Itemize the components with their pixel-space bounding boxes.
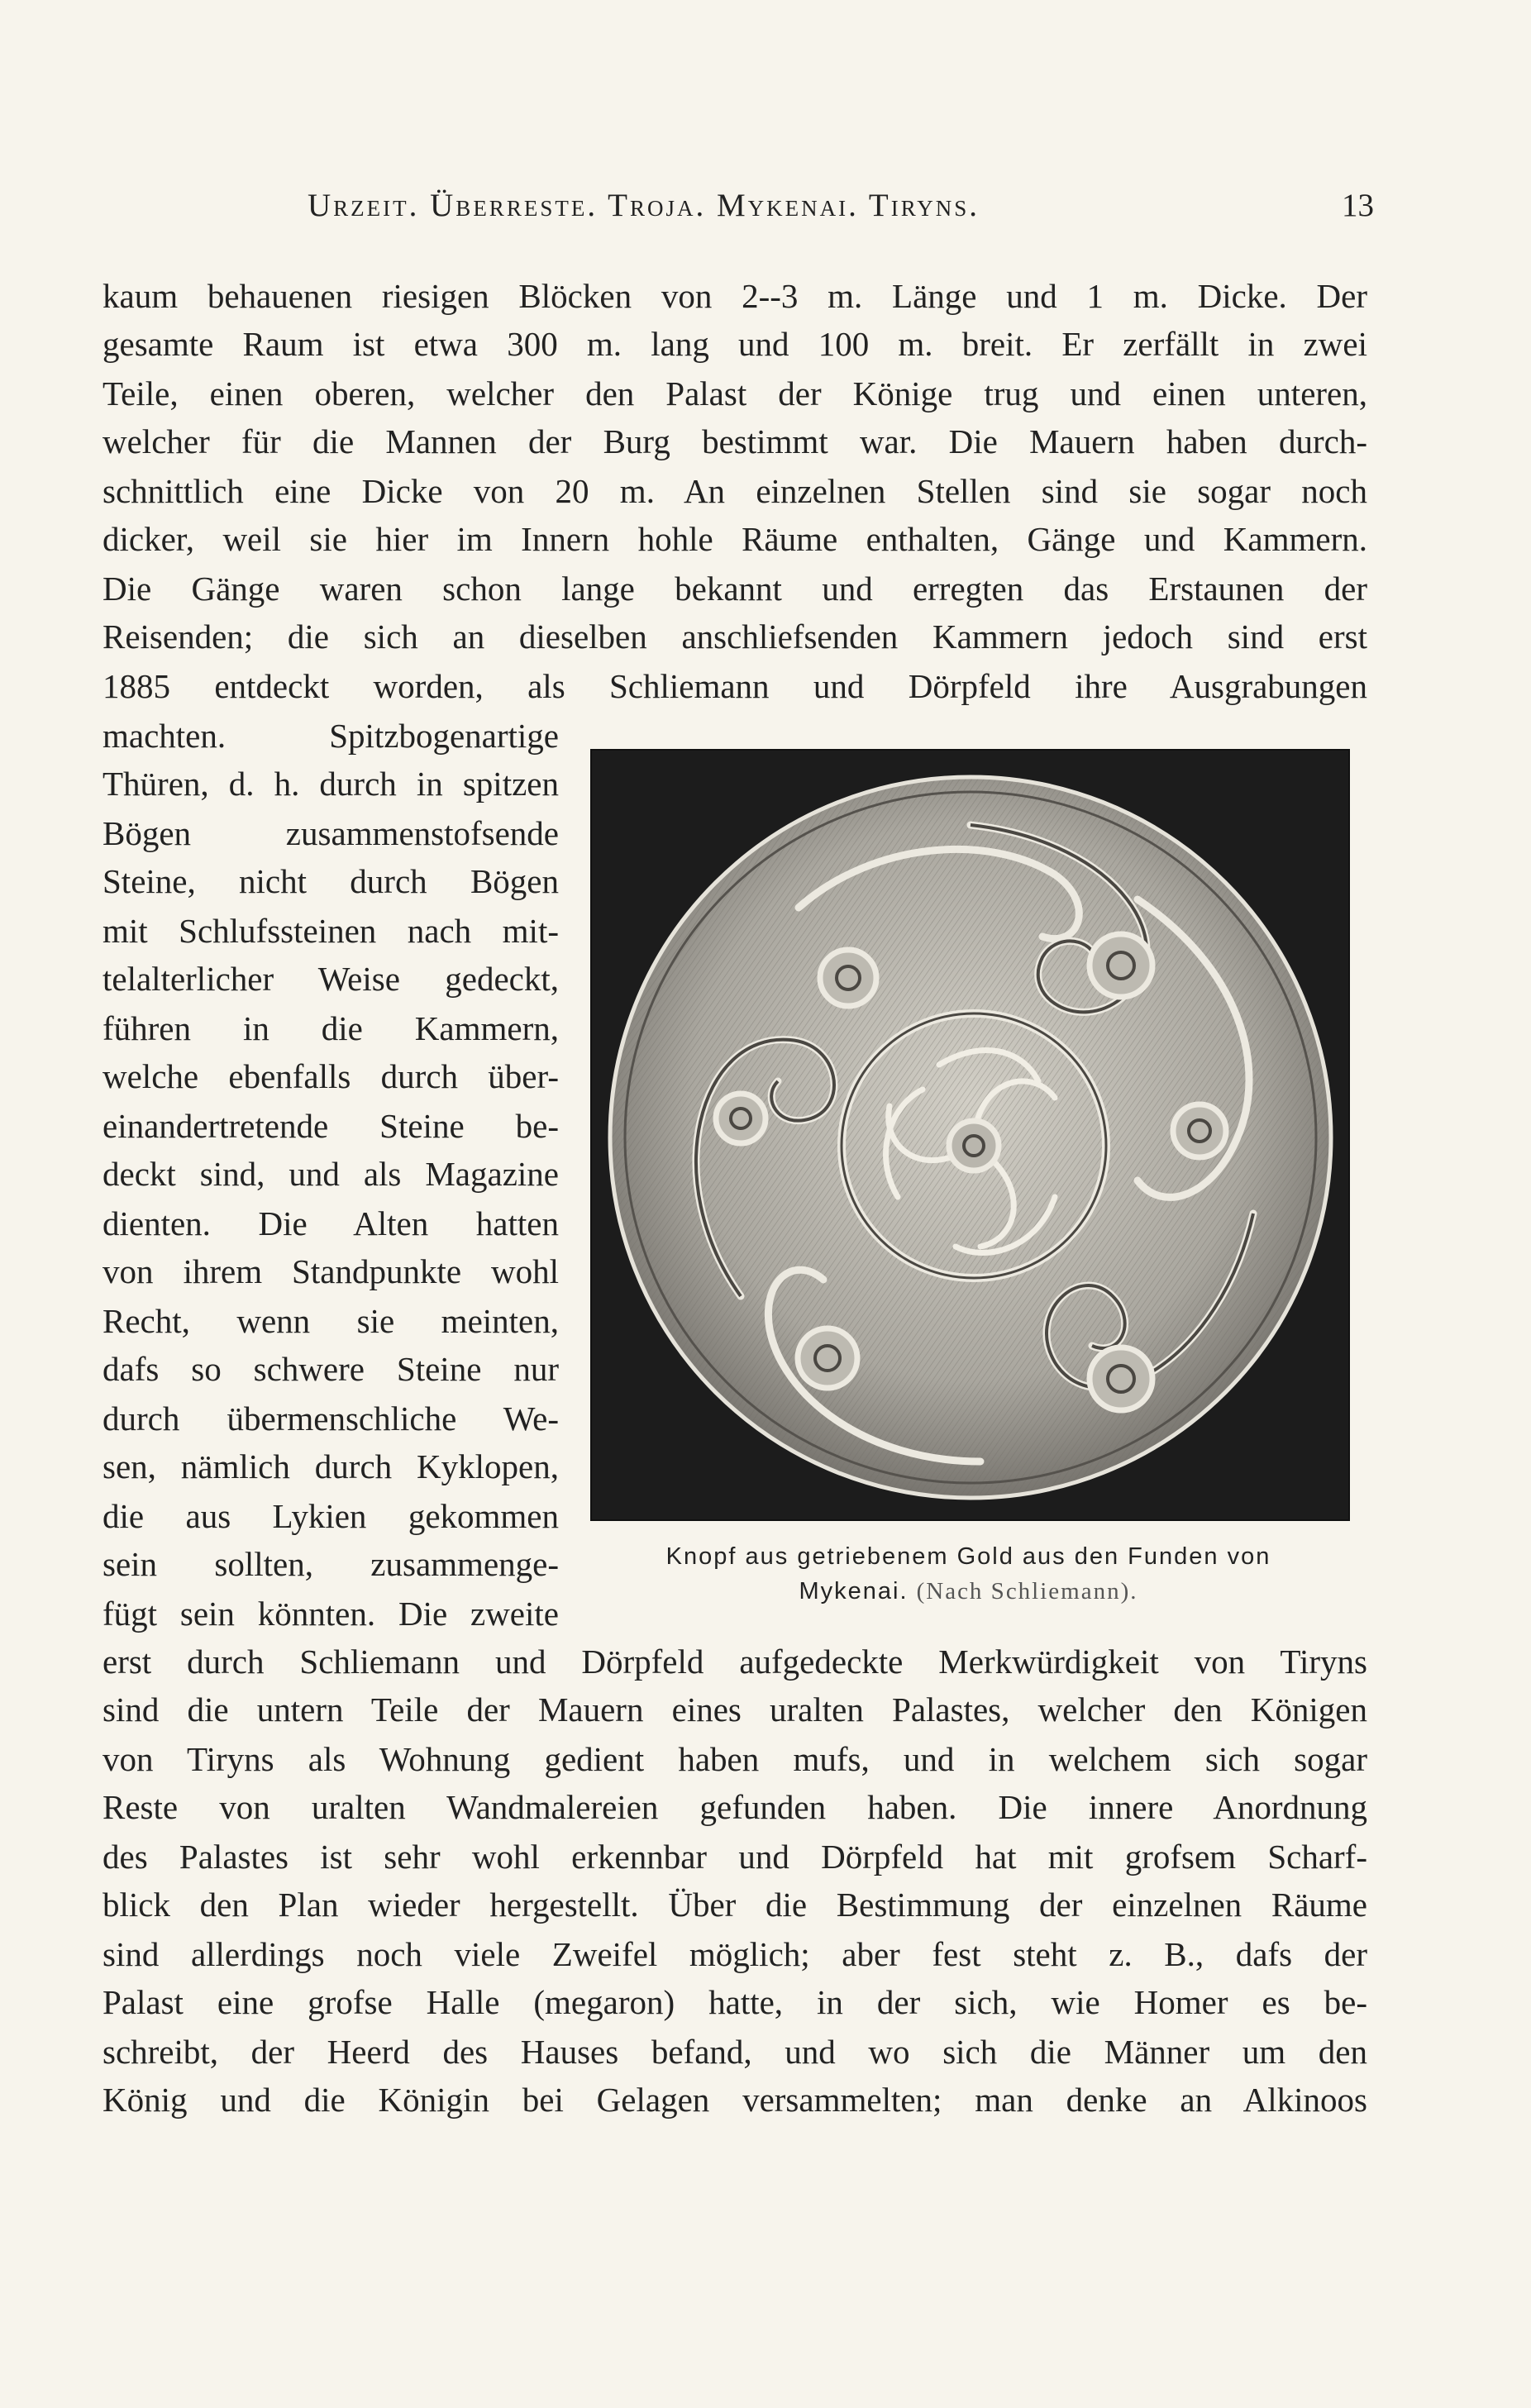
body-line: kaum behauenen riesigen Blöcken von 2--3 m. Länge und 1 m. Dicke. Der xyxy=(103,277,1367,315)
body-line: schnittlich eine Dicke von 20 m. An einzelnen Stellen sind sie sogar noch xyxy=(103,472,1367,510)
body-line: des Palastes ist sehr wohl erkennbar und Dörpfeld hat mit grofsem Scharf- xyxy=(103,1838,1367,1876)
caption-place: Mykenai. xyxy=(799,1578,909,1605)
side-line: sen, nämlich durch Kyklopen, xyxy=(103,1447,559,1485)
caption-source: (Nach Schliemann). xyxy=(916,1578,1138,1605)
body-line: erst durch Schliemann und Dörpfeld aufgedeckte Merkwürdigkeit von Tiryns xyxy=(103,1643,1367,1681)
body-line: von Tiryns als Wohnung gedient haben mufs, und in welchem sich sogar xyxy=(103,1740,1367,1778)
side-line: führen in die Kammern, xyxy=(103,1009,559,1047)
side-line: Steine, nicht durch Bögen xyxy=(103,862,559,900)
spiral-ornament-illustration xyxy=(592,751,1348,1519)
gold-button-engraving xyxy=(590,749,1350,1521)
side-line: machten. Spitzbogenartige xyxy=(103,717,559,755)
side-line: dafs so schwere Steine nur xyxy=(103,1350,559,1388)
running-header xyxy=(308,187,1374,236)
body-line: sind die untern Teile der Mauern eines uralten Palastes, welcher den Königen xyxy=(103,1690,1367,1729)
body-line: Palast eine grofse Halle (megaron) hatte, in der sich, wie Homer es be- xyxy=(103,1983,1367,2021)
body-line: Reisenden; die sich an dieselben anschliefsenden Kammern jedoch sind erst xyxy=(103,617,1367,656)
body-line: blick den Plan wieder hergestellt. Über die Bestimmung der einzelnen Räume xyxy=(103,1886,1367,1924)
body-line: dicker, weil sie hier im Innern hohle Räume enthalten, Gänge und Kammern. xyxy=(103,520,1367,558)
caption-line-2 xyxy=(590,1574,1347,1609)
side-line: mit Schlufssteinen nach mit- xyxy=(103,912,559,950)
body-line: gesamte Raum ist etwa 300 m. lang und 100 m. breit. Er zerfällt in zwei xyxy=(103,325,1367,363)
side-line: einandertretende Steine be- xyxy=(103,1107,559,1145)
body-line: 1885 entdeckt worden, als Schliemann und Dörpfeld ihre Ausgrabungen xyxy=(103,667,1367,705)
body-line: sind allerdings noch viele Zweifel möglich; aber fest steht z. B., dafs der xyxy=(103,1935,1367,1973)
body-line: schreibt, der Heerd des Hauses befand, und wo sich die Männer um den xyxy=(103,2033,1367,2071)
side-line: deckt sind, und als Magazine xyxy=(103,1155,559,1193)
figure-caption xyxy=(590,1539,1347,1609)
side-line: dienten. Die Alten hatten xyxy=(103,1204,559,1242)
body-line: Die Gänge waren schon lange bekannt und erregten das Erstaunen der xyxy=(103,570,1367,608)
side-line: telalterlicher Weise gedeckt, xyxy=(103,960,559,998)
body-line: Teile, einen oberen, welcher den Palast der Könige trug und einen unteren, xyxy=(103,374,1367,412)
side-line: welche ebenfalls durch über- xyxy=(103,1057,559,1095)
caption-line-1: Knopf aus getriebenem Gold aus den Funden von xyxy=(665,1543,1271,1570)
side-line: sein sollten, zusammenge- xyxy=(103,1545,559,1583)
side-line: von ihrem Standpunkte wohl xyxy=(103,1252,559,1290)
body-line: König und die Königin bei Gelagen versammelten; man denke an Alkinoos xyxy=(103,2081,1367,2119)
body-line: Reste von uralten Wandmalereien gefunden haben. Die innere Anordnung xyxy=(103,1788,1367,1826)
page-number: 13 xyxy=(1342,188,1374,223)
side-line: fügt sein könnten. Die zweite xyxy=(103,1595,559,1633)
side-line: durch übermenschliche We- xyxy=(103,1400,559,1438)
side-line: die aus Lykien gekommen xyxy=(103,1497,559,1535)
body-line: welcher für die Mannen der Burg bestimmt war. Die Mauern haben durch- xyxy=(103,422,1367,460)
side-line: Thüren, d. h. durch in spitzen xyxy=(103,765,559,803)
header-title: Urzeit. Überreste. Troja. Mykenai. Tiryns. xyxy=(308,188,980,223)
side-line: Recht, wenn sie meinten, xyxy=(103,1302,559,1340)
side-line: Bögen zusammenstofsende xyxy=(103,814,559,852)
